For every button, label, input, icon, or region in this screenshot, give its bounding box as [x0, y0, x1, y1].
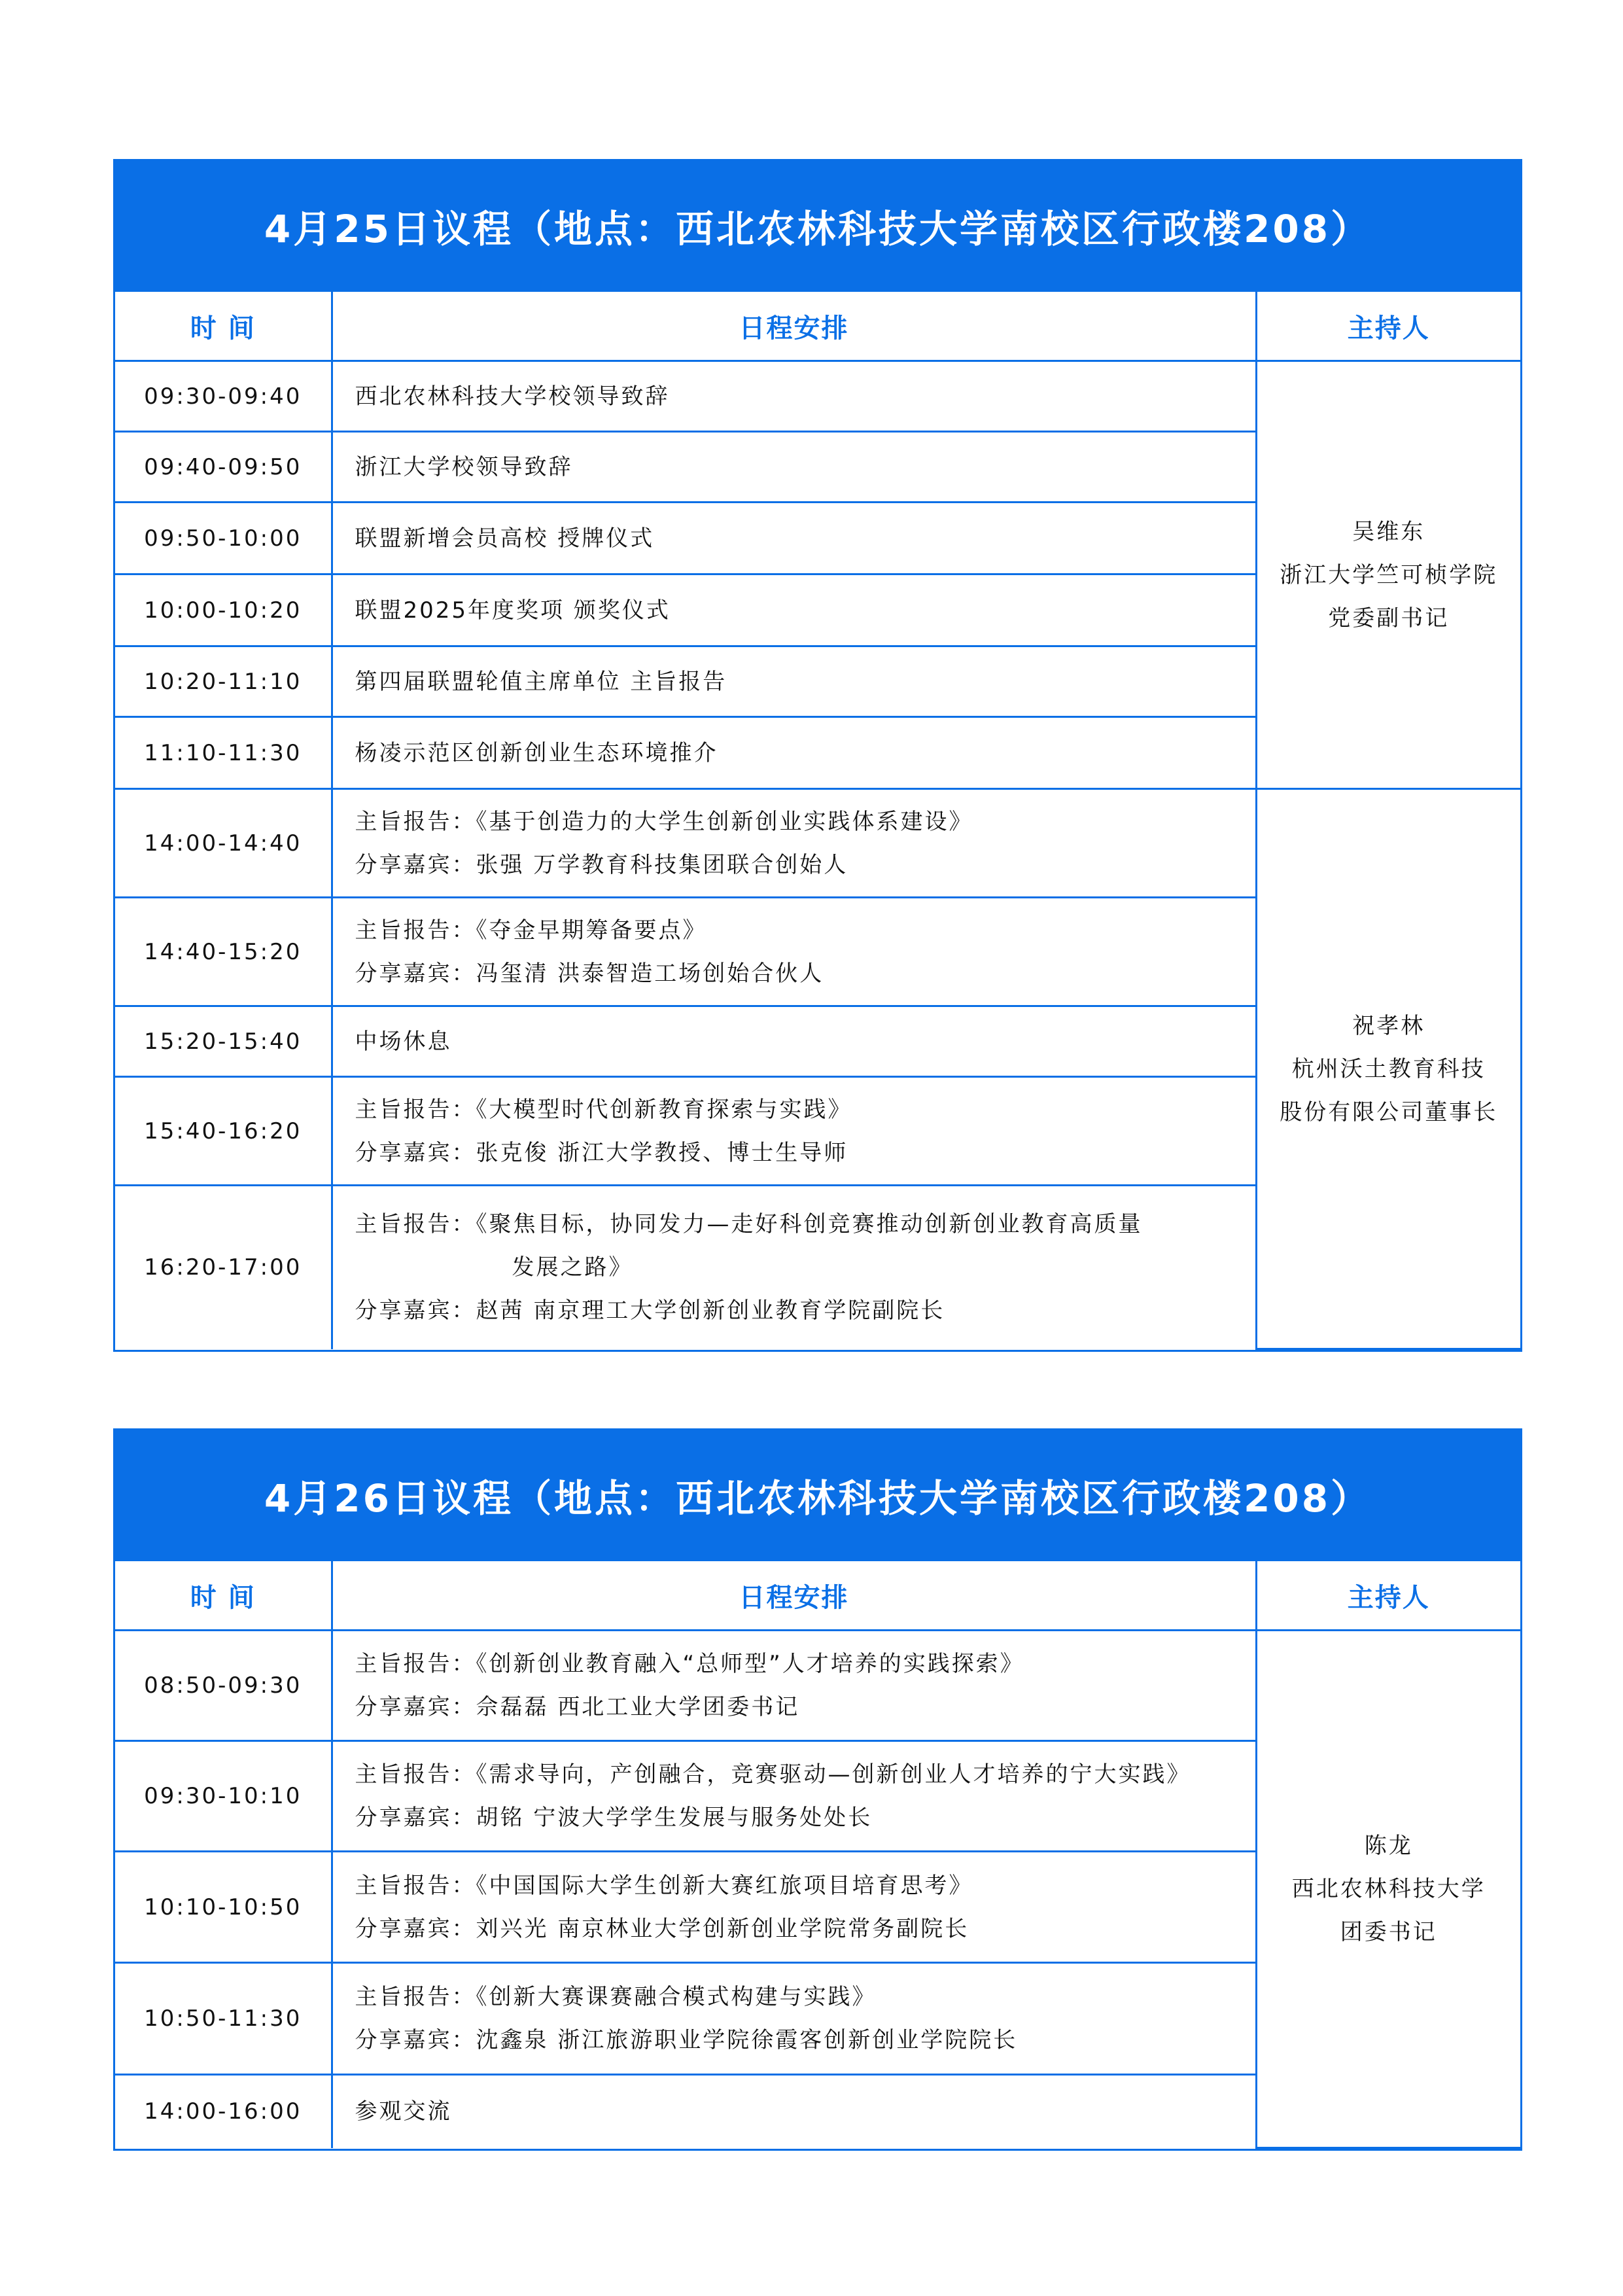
schedule-line: 分享嘉宾：赵茜 南京理工大学创新创业教育学院副院长: [355, 1298, 945, 1324]
host-cell: [1256, 1631, 1520, 2148]
schedule-line: 主旨报告：《需求导向，产创融合，竞赛驱动—创新创业人才培养的宁大实践》: [355, 1761, 1191, 1788]
schedule-cell: [332, 1852, 1256, 1963]
host-title: 党委副书记: [1328, 605, 1450, 631]
header-time: 时 间: [115, 1561, 332, 1631]
schedule-cell: [332, 1741, 1256, 1852]
time-cell: 14:00-16:00: [115, 2075, 332, 2148]
time-cell: 14:00-14:40: [115, 789, 332, 898]
schedule-cell: [332, 717, 1256, 789]
host-name: 吴维东: [1352, 518, 1425, 545]
schedule-line: 第四届联盟轮值主席单位 主旨报告: [355, 668, 727, 695]
agenda-day2: [113, 1428, 1522, 2151]
table-row: [115, 1631, 1520, 1741]
schedule-line: 分享嘉宾：张强 万学教育科技集团联合创始人: [355, 851, 848, 878]
host-title: 浙江大学竺可桢学院: [1280, 561, 1498, 588]
schedule-line: 杨凌示范区创新创业生态环境推介: [355, 739, 718, 766]
host-title: 股份有限公司董事长: [1280, 1099, 1498, 1125]
schedule-line: 发展之路》: [512, 1254, 633, 1281]
schedule-line: 分享嘉宾：胡铭 宁波大学学生发展与服务处处长: [355, 1805, 873, 1831]
time-cell: 09:30-10:10: [115, 1741, 332, 1852]
table-row: [115, 361, 1520, 432]
schedule-line: 分享嘉宾：沈鑫泉 浙江旅游职业学院徐霞客创新创业学院院长: [355, 2027, 1018, 2053]
time-cell: 14:40-15:20: [115, 898, 332, 1006]
schedule-cell: [332, 1963, 1256, 2075]
header-host: 主持人: [1256, 291, 1520, 361]
schedule-line: 联盟新增会员高校 授牌仪式: [355, 525, 655, 552]
schedule-cell: [332, 789, 1256, 898]
day1-body: [115, 361, 1520, 1349]
schedule-line: 分享嘉宾：张克俊 浙江大学教授、博士生导师: [355, 1139, 848, 1166]
schedule-cell: [332, 1631, 1256, 1741]
time-cell: 15:40-16:20: [115, 1077, 332, 1186]
schedule-line: 西北农林科技大学校领导致辞: [355, 383, 670, 410]
host-title: 团委书记: [1340, 1919, 1437, 1945]
schedule-line: 主旨报告：《基于创造力的大学生创新创业实践体系建设》: [355, 808, 973, 835]
time-cell: 09:50-10:00: [115, 503, 332, 574]
schedule-line: 主旨报告：《夺金早期筹备要点》: [355, 917, 707, 944]
header-host: 主持人: [1256, 1561, 1520, 1631]
header-time: 时 间: [115, 291, 332, 361]
header-schedule: 日程安排: [332, 1561, 1256, 1631]
host-title: 西北农林科技大学: [1291, 1876, 1486, 1902]
schedule-line: 主旨报告：《聚焦目标，协同发力—走好科创竞赛推动创新创业教育高质量: [355, 1211, 1143, 1238]
time-cell: 10:20-11:10: [115, 646, 332, 717]
time-cell: 09:30-09:40: [115, 361, 332, 432]
day1-table: [115, 290, 1520, 1350]
host-title: 杭州沃土教育科技: [1291, 1055, 1486, 1082]
schedule-cell: [332, 503, 1256, 574]
schedule-line: 浙江大学校领导致辞: [355, 453, 573, 480]
table-row: [115, 789, 1520, 898]
time-cell: 15:20-15:40: [115, 1006, 332, 1077]
time-cell: 10:50-11:30: [115, 1963, 332, 2075]
schedule-cell: [332, 574, 1256, 646]
schedule-cell: [332, 1077, 1256, 1186]
host-cell: [1256, 361, 1520, 789]
schedule-cell: [332, 361, 1256, 432]
schedule-line: 主旨报告：《中国国际大学生创新大赛红旅项目培育思考》: [355, 1872, 973, 1899]
schedule-cell: [332, 2075, 1256, 2148]
time-cell: 10:10-10:50: [115, 1852, 332, 1963]
header-schedule: 日程安排: [332, 291, 1256, 361]
schedule-line: 主旨报告：《创新大赛课赛融合模式构建与实践》: [355, 1984, 877, 2010]
day2-title: 4月26日议程（地点：西北农林科技大学南校区行政楼208）: [115, 1430, 1520, 1559]
header-row: [115, 1561, 1520, 1631]
schedule-cell: [332, 646, 1256, 717]
schedule-cell: [332, 898, 1256, 1006]
schedule-line: 联盟2025年度奖项 颁奖仪式: [355, 597, 671, 624]
schedule-cell: [332, 1186, 1256, 1349]
schedule-line: 中场休息: [355, 1028, 452, 1055]
schedule-cell: [332, 432, 1256, 503]
day2-table: [115, 1559, 1520, 2149]
host-name: 陈龙: [1364, 1833, 1413, 1859]
schedule-line: 主旨报告：《创新创业教育融入“总师型”人才培养的实践探索》: [355, 1651, 1024, 1677]
agenda-day1: [113, 159, 1522, 1352]
schedule-line: 分享嘉宾：冯玺清 洪泰智造工场创始合伙人: [355, 960, 824, 987]
schedule-line: 分享嘉宾：佘磊磊 西北工业大学团委书记: [355, 1694, 800, 1720]
host-cell: [1256, 789, 1520, 1349]
time-cell: 10:00-10:20: [115, 574, 332, 646]
time-cell: 16:20-17:00: [115, 1186, 332, 1349]
day2-body: [115, 1631, 1520, 2148]
time-cell: 08:50-09:30: [115, 1631, 332, 1741]
time-cell: 09:40-09:50: [115, 432, 332, 503]
day1-title: 4月25日议程（地点：西北农林科技大学南校区行政楼208）: [115, 161, 1520, 290]
schedule-cell: [332, 1006, 1256, 1077]
header-row: [115, 291, 1520, 361]
time-cell: 11:10-11:30: [115, 717, 332, 789]
schedule-line: 分享嘉宾：刘兴光 南京林业大学创新创业学院常务副院长: [355, 1915, 969, 1942]
schedule-line: 参观交流: [355, 2098, 452, 2125]
schedule-line: 主旨报告：《大模型时代创新教育探索与实践》: [355, 1096, 852, 1123]
host-name: 祝孝林: [1352, 1012, 1425, 1039]
